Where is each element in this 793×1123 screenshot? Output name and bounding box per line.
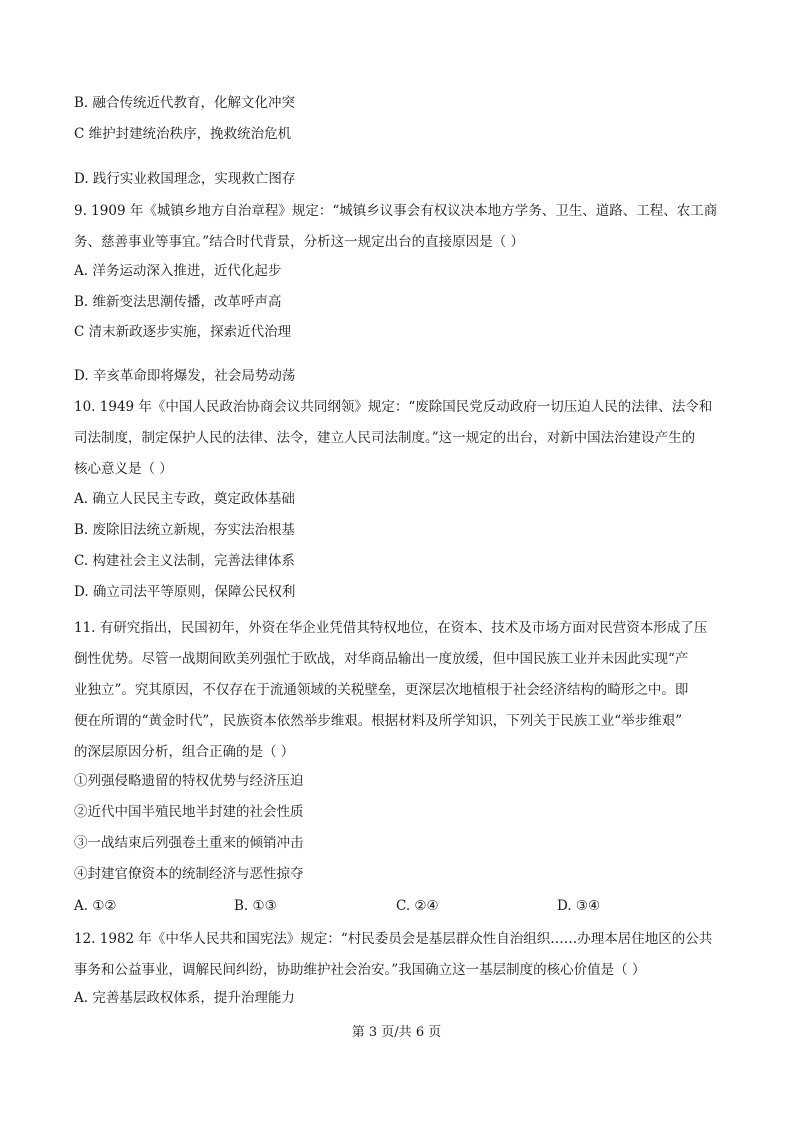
q9-stem-line: 9. 1909 年《城镇乡地方自治章程》规定：“城镇乡议事会有权议决本地方学务、卫生、道路、工程、农工商 [74, 203, 718, 219]
q10-stem [74, 392, 724, 485]
q11-choices [74, 896, 724, 916]
q10-option-d: D. 确立司法平等原则，保障公民权利 [74, 584, 296, 600]
q11-choice-a: A. ①② [74, 898, 117, 914]
q11-item-2: ②近代中国半殖民地半封建的社会性质 [74, 804, 304, 820]
q12-stem-line: 12. 1982 年《中华人民共和国宪法》规定：“村民委员会是基层群众性自治组织……办理本居住地区的公共 [74, 931, 713, 947]
q9-stem [74, 196, 724, 258]
q8-option-d: D. 践行实业救国理念，实现救亡图存 [74, 171, 296, 187]
q12-stem [74, 924, 724, 986]
q11-choice-d: D. ③④ [557, 898, 601, 914]
q8-option-b: B. 融合传统近代教育，化解文化冲突 [74, 95, 296, 111]
q11-item-1: ①列强侵略遗留的特权优势与经济压迫 [74, 773, 304, 789]
q10-stem-line: 司法制度，制定保护人民的法律、法令，建立人民司法制度。”这一规定的出台，对新中国法治建设产生的 [74, 430, 696, 446]
q11-stem-line: 业独立”。究其原因，不仅存在于流通领域的关税壁垒，更深层次地植根于社会经济结构的畸形之中。即 [74, 682, 689, 698]
q9-stem-line: 务、慈善事业等事宜。”结合时代背景，分析这一规定出台的直接原因是（ ） [74, 234, 524, 250]
q11-stem [74, 613, 724, 768]
q10-stem-line: 核心意义是（ ） [74, 461, 173, 477]
q11-choice-c: C. ②④ [396, 898, 439, 914]
q9-option-d: D. 辛亥革命即将爆发，社会局势动荡 [74, 368, 296, 384]
q10-option-b: B. 废除旧法统立新规，夯实法治根基 [74, 522, 296, 538]
q11-stem-line: 倒性优势。尽管一战期间欧美列强忙于欧战，对华商品输出一度放缓，但中国民族工业并未因此实现“产 [74, 651, 689, 667]
q12-stem-line: 事务和公益事业，调解民间纠纷，协助维护社会治安。”我国确立这一基层制度的核心价值是（ ） [74, 962, 646, 978]
q10-option-c: C. 构建社会主义法制，完善法律体系 [74, 553, 295, 569]
q9-option-c: C 清末新政逐步实施，探索近代治理 [74, 324, 292, 340]
q11-item-3: ③一战结束后列强卷土重来的倾销冲击 [74, 835, 304, 851]
q10-stem-line: 10. 1949 年《中国人民政治协商会议共同纲领》规定：“废除国民党反动政府一切压迫人民的法律、法令和 [74, 399, 713, 415]
q8-option-c: C 维护封建统治秩序，挽救统治危机 [74, 126, 292, 142]
q9-option-b: B. 维新变法思潮传播，改革呼声高 [74, 294, 282, 310]
q10-option-a: A. 确立人民民主专政，奠定政体基础 [74, 491, 295, 507]
q11-stem-line: 的深层原因分析，组合正确的是（ ） [74, 744, 295, 760]
q11-stem-line: 11. 有研究指出，民国初年，外资在华企业凭借其特权地位，在资本、技术及市场方面对民营资本形成了压 [74, 620, 708, 636]
q12-option-a: A. 完善基层政权体系，提升治理能力 [74, 990, 295, 1006]
page-footer: 第 3 页/共 6 页 [351, 1025, 442, 1040]
q11-choice-b: B. ①③ [234, 898, 277, 914]
q11-stem-line: 便在所谓的“黄金时代”，民族资本依然举步维艰。根据材料及所学知识，下列关于民族工业“举步维艰” [74, 713, 683, 729]
q9-option-a: A. 洋务运动深入推进，近代化起步 [74, 263, 282, 279]
q11-item-4: ④封建官僚资本的统制经济与恶性掠夺 [74, 866, 304, 882]
